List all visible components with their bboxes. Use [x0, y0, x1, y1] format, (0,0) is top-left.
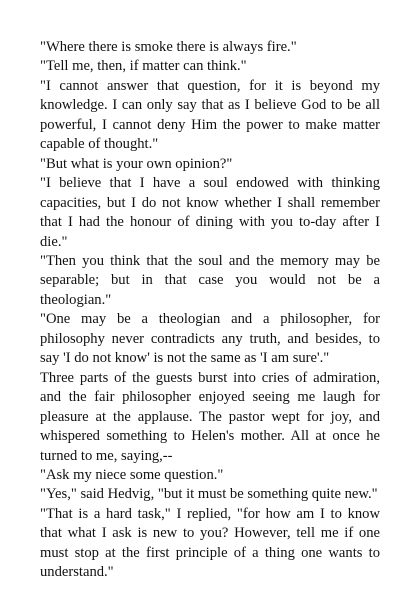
paragraph-8: Three parts of the guests burst into cries of admiration, and the fair philosopher enjoyed seeing me laugh for pleasure at the applause. The pastor wept for joy, and whispered something to Helen's mother. All at once he turned to me, saying,-- — [40, 369, 380, 464]
paragraph-9: "Ask my niece some question." — [40, 466, 224, 483]
document-page — [40, 38, 380, 583]
paragraph-4: "But what is your own opinion?" — [40, 155, 233, 172]
paragraph-5: "I believe that I have a soul endowed with thinking capacities, but I do not know whether I shall remember that I had the honour of dining with you to-day after I die." — [40, 175, 380, 250]
paragraph-11: "That is a hard task," I replied, "for how am I to know that what I ask is new to you? However, tell me if one must stop at the first principle of a thing one wants to understand." — [40, 505, 380, 581]
paragraph-6: "Then you think that the soul and the memory may be separable; but in that case you would not be a theologian." — [40, 252, 380, 308]
paragraph-10: "Yes," said Hedvig, "but it must be something quite new." — [40, 486, 378, 503]
paragraph-1: "Where there is smoke there is always fire." — [40, 39, 297, 55]
paragraph-3: "I cannot answer that question, for it is beyond my knowledge. I can only say that as I believe God to be all powerful, I cannot deny Him the power to make matter capable of thought." — [40, 77, 380, 153]
paragraph-2: "Tell me, then, if matter can think." — [40, 58, 247, 75]
paragraph-7: "One may be a theologian and a philosopher, for philosophy never contradicts any truth, and besides, to say 'I do not know' is not the same as 'I am sure'." — [40, 311, 380, 367]
